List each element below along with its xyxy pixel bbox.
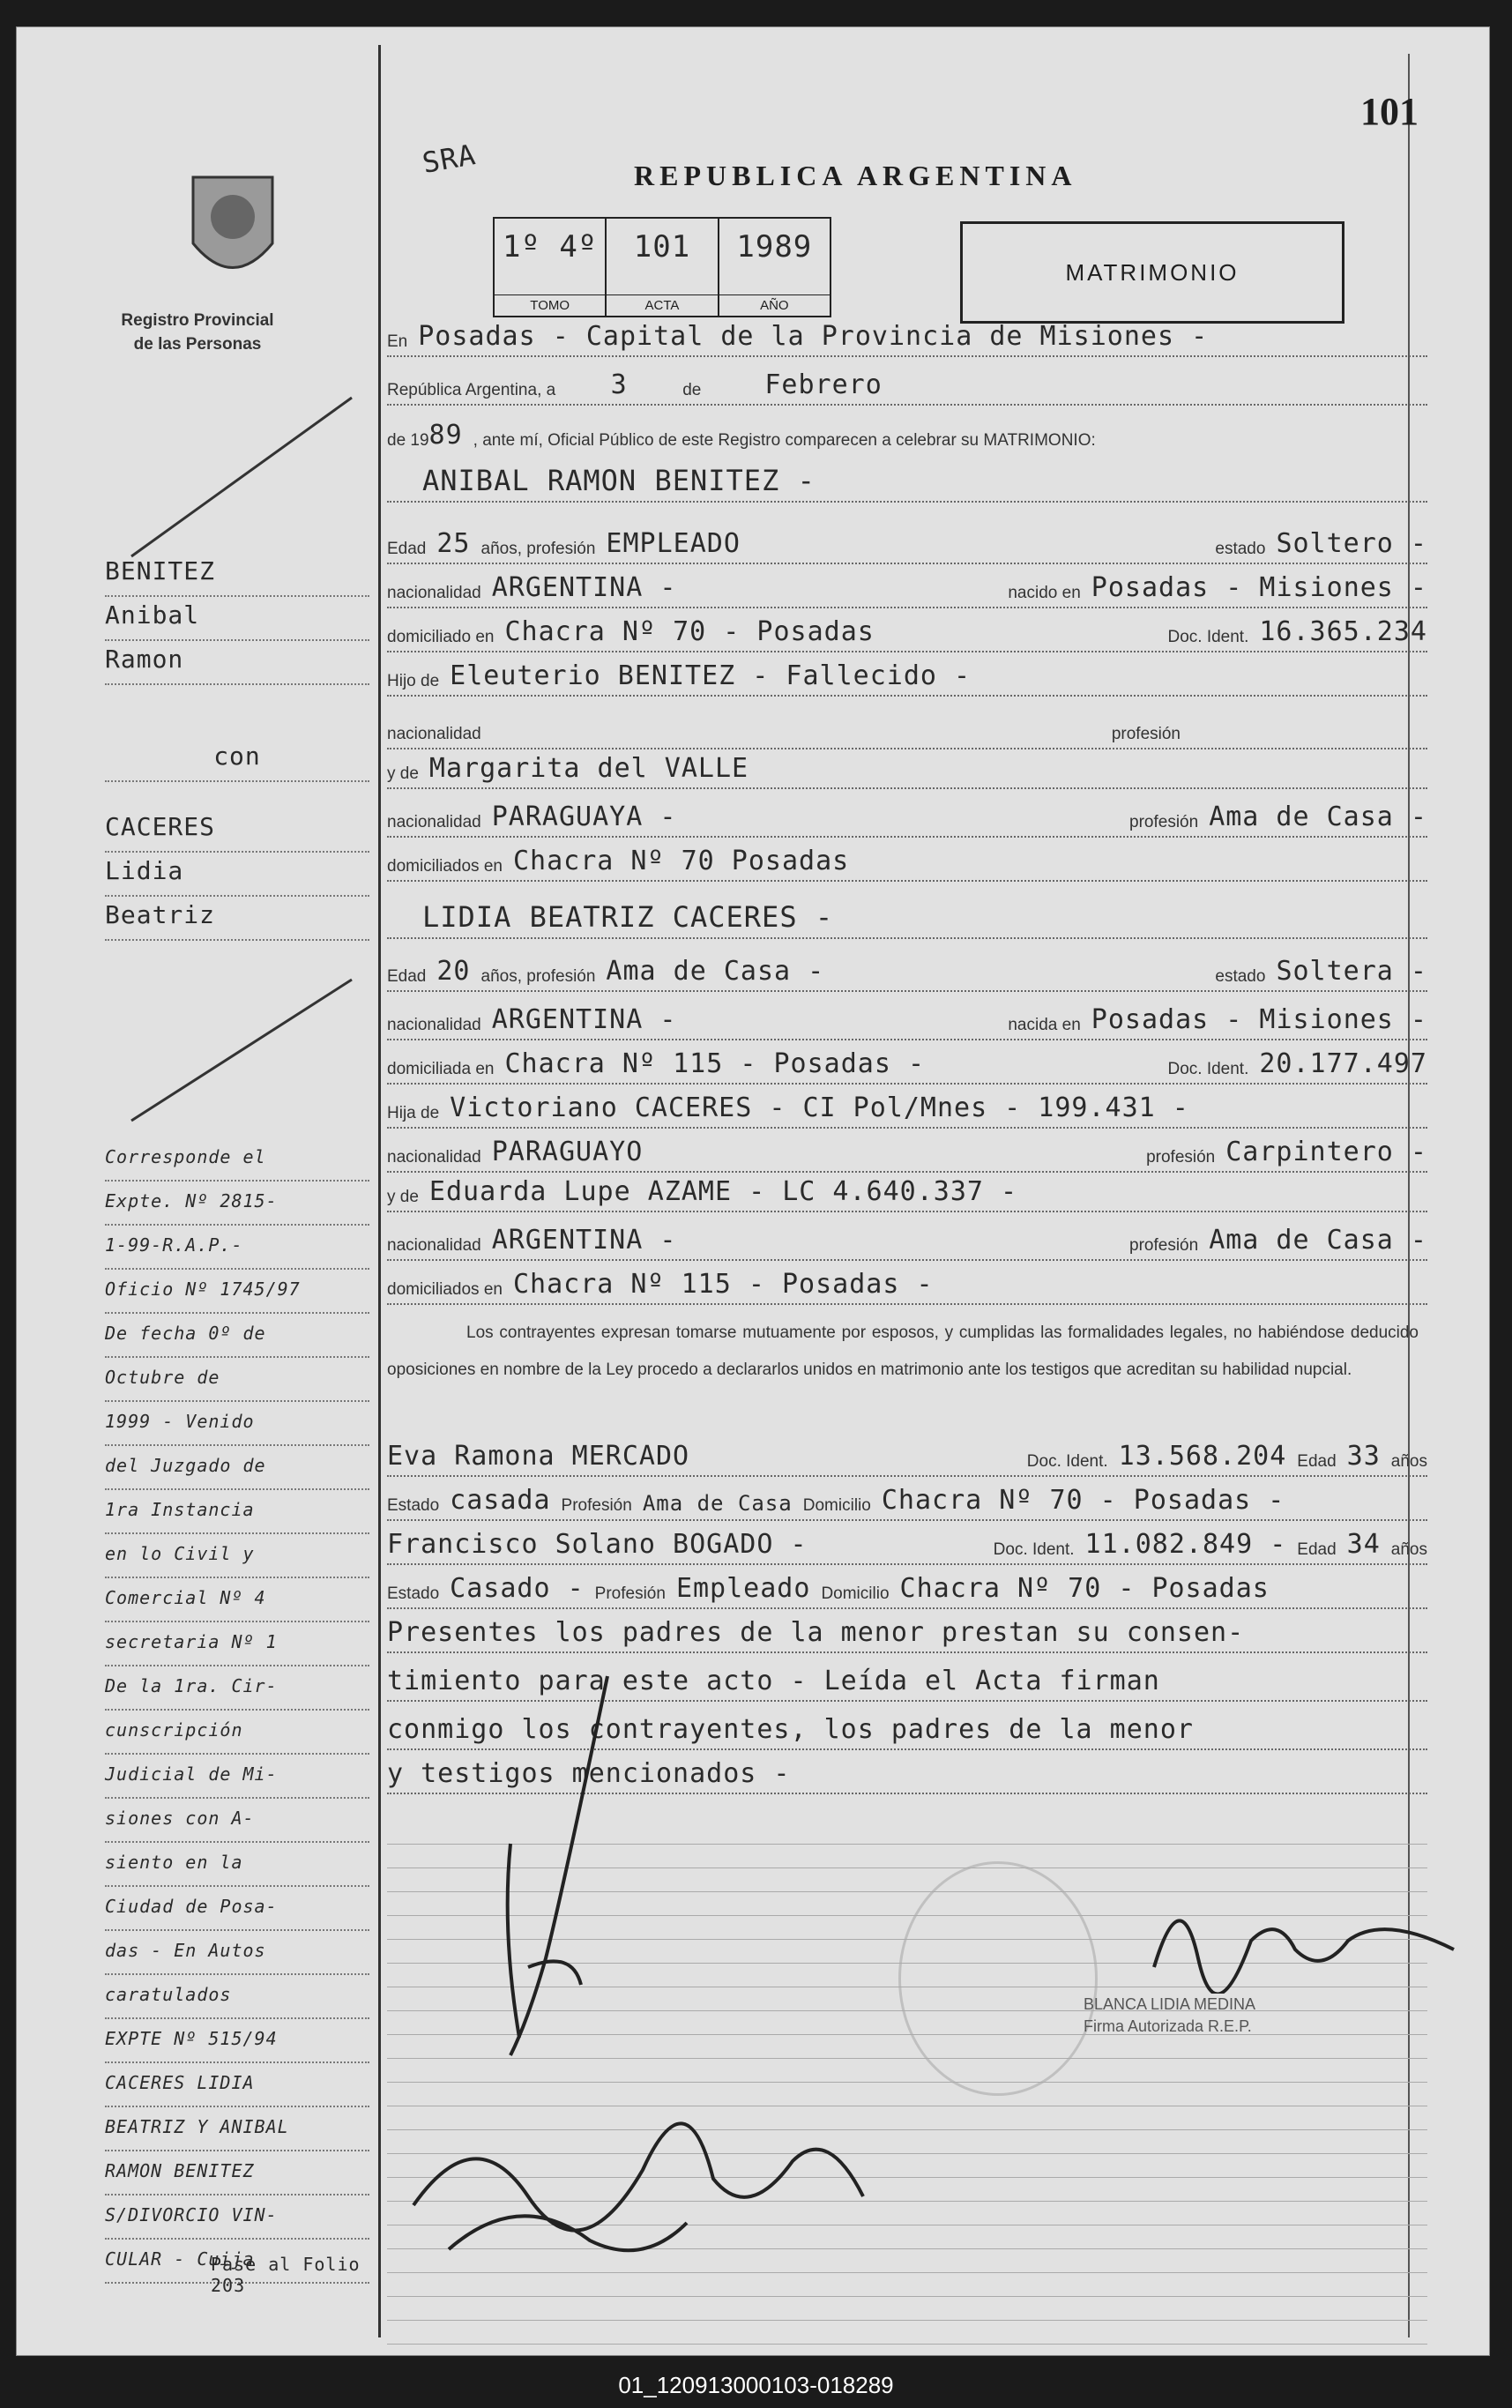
- form-line: [387, 1002, 1427, 1040]
- page-number: 101: [1360, 90, 1419, 133]
- page-title: REPUBLICA ARGENTINA: [634, 160, 1077, 191]
- margin-name: Anibal: [105, 600, 369, 641]
- margin-note-line: CULAR - Cuija: [105, 2236, 369, 2284]
- field-label: En: [387, 332, 408, 351]
- field-value: ARGENTINA -: [491, 572, 677, 603]
- field-label: nacionalidad: [387, 813, 481, 831]
- field-label: domiciliados en: [387, 1280, 503, 1299]
- field-value: Carpintero -: [1225, 1137, 1427, 1167]
- field-value: 13.568.204: [1118, 1441, 1287, 1472]
- field-label: Profesión: [594, 1584, 666, 1603]
- field-value: 34: [1346, 1529, 1381, 1560]
- handwritten-note-line: y testigos mencionados -: [387, 1758, 791, 1789]
- field-label: Doc. Ident.: [1167, 628, 1249, 646]
- groom-name: ANIBAL RAMON BENITEZ -: [422, 464, 816, 497]
- strike-line-icon: [123, 389, 361, 565]
- field-value: ARGENTINA -: [491, 1004, 677, 1035]
- form-line: [387, 1526, 1427, 1565]
- margin-note-line: caratulados: [105, 1972, 369, 2019]
- ano-cell: 1989 AÑO: [719, 219, 830, 316]
- margin-name: Lidia: [105, 856, 369, 897]
- margin-note-line: das - En Autos: [105, 1927, 369, 1975]
- field-label: profesión: [1146, 1148, 1216, 1167]
- witness2-name: Francisco Solano BOGADO -: [387, 1529, 808, 1560]
- field-label: Edad: [387, 540, 427, 558]
- margin-note-line: S/DIVORCIO VIN-: [105, 2192, 369, 2240]
- handwritten-note-line: timiento para este acto - Leída el Acta firman: [387, 1666, 1160, 1696]
- field-label: profesión: [1111, 725, 1181, 743]
- field-label: , ante mí, Oficial Público de este Registro comparecen a celebrar su MATRIMONIO:: [473, 431, 1096, 450]
- form-line: [387, 953, 1427, 992]
- strike-line-icon: [123, 971, 361, 1129]
- field-value: 20: [436, 956, 471, 987]
- ruled-line: [387, 2344, 1427, 2345]
- field-value: PARAGUAYA -: [491, 801, 677, 832]
- field-value: Empleado: [675, 1573, 811, 1604]
- field-value: 33: [1346, 1441, 1381, 1472]
- field-label: nacionalidad: [387, 1236, 481, 1255]
- field-value: Chacra Nº 70 Posadas: [512, 846, 850, 876]
- margin-note-line: De la 1ra. Cir-: [105, 1663, 369, 1711]
- margin-note-line: EXPTE Nº 515/94: [105, 2016, 369, 2063]
- left-margin-column: [17, 27, 378, 2355]
- form-line: [387, 570, 1427, 608]
- book-reference-box: [493, 217, 831, 317]
- handwritten-mark: SRA: [420, 138, 479, 180]
- form-line: [387, 1570, 1427, 1609]
- field-label: años, profesión: [480, 967, 596, 986]
- form-line: [387, 318, 1427, 357]
- field-value: ARGENTINA -: [491, 1225, 677, 1256]
- form-line: [387, 1614, 1427, 1653]
- margin-note-line: Expte. Nº 2815-: [105, 1178, 369, 1226]
- field-value: Margarita del VALLE: [428, 753, 749, 784]
- field-label: Domicilio: [802, 1496, 871, 1515]
- column-divider: [378, 45, 381, 2337]
- field-value: Casado -: [450, 1573, 585, 1604]
- margin-note-line: BEATRIZ Y ANIBAL: [105, 2104, 369, 2151]
- field-label: Estado: [387, 1584, 440, 1603]
- form-line: [387, 415, 1427, 454]
- form-line: [387, 614, 1427, 652]
- handwritten-note-line: Presentes los padres de la menor prestan su consen-: [387, 1617, 1245, 1648]
- field-value: Eleuterio BENITEZ - Fallecido -: [450, 660, 972, 691]
- field-label: de: [682, 381, 702, 399]
- field-value: Chacra Nº 70 - Posadas: [899, 1573, 1270, 1604]
- tomo-cell: 1º 4º TOMO: [495, 219, 607, 316]
- document-id: 01_120913000103-018289: [618, 2372, 894, 2398]
- field-label: nacida en: [1008, 1016, 1081, 1034]
- form-line: [387, 526, 1427, 564]
- margin-note-line: RAMON BENITEZ: [105, 2148, 369, 2196]
- margin-note-line: Ciudad de Posa-: [105, 1883, 369, 1931]
- official-seal-icon: [898, 1861, 1098, 2096]
- form-line: [387, 750, 1427, 789]
- field-label: domiciliada en: [387, 1060, 495, 1078]
- field-label: Hija de: [387, 1104, 440, 1122]
- field-value: Victoriano CACERES - CI Pol/Mnes - 199.431 -: [450, 1092, 1189, 1123]
- margin-note-line: 1999 - Venido: [105, 1398, 369, 1446]
- field-label: nacionalidad: [387, 725, 481, 743]
- margin-note-line: De fecha 0º de: [105, 1310, 369, 1358]
- field-value: Chacra Nº 115 - Posadas -: [512, 1269, 934, 1300]
- field-label: nacionalidad: [387, 584, 481, 602]
- field-value: PARAGUAYO: [491, 1137, 644, 1167]
- bride-name: LIDIA BEATRIZ CACERES -: [422, 900, 834, 934]
- form-line: [387, 1134, 1427, 1173]
- field-label: Hijo de: [387, 672, 440, 690]
- ruled-line: [387, 2296, 1427, 2297]
- field-label: Estado: [387, 1496, 440, 1515]
- margin-note-line: 1-99-R.A.P.-: [105, 1222, 369, 1270]
- form-line: [387, 1222, 1427, 1261]
- field-value: 25: [436, 528, 471, 559]
- field-label: nacionalidad: [387, 1016, 481, 1034]
- field-value: 11.082.849 -: [1084, 1529, 1287, 1560]
- field-value: Ama de Casa -: [1209, 801, 1427, 832]
- field-label: Profesión: [561, 1496, 632, 1515]
- declaration-text: Los contrayentes expresan tomarse mutuamente por esposos, y cumplidas las formalidades legales, no habiéndose deducido oposiciones en nombre de la Ley procedo a declararlos unidos en matrimonio ante los testigos que acreditan su habilidad nupcial.: [387, 1323, 1419, 1379]
- field-label: Doc. Ident.: [993, 1540, 1075, 1559]
- field-label: años: [1390, 1452, 1427, 1471]
- handwritten-note-line: conmigo los contrayentes, los padres de la menor: [387, 1714, 1194, 1745]
- margin-name: con: [105, 742, 369, 782]
- margin-note-line: siones con A-: [105, 1795, 369, 1843]
- year: 89: [428, 420, 463, 451]
- field-label: República Argentina, a: [387, 381, 556, 399]
- form-line: [387, 1482, 1427, 1521]
- form-line: [387, 799, 1427, 838]
- margin-pase: Pase al Folio 203: [211, 2254, 361, 2296]
- acta-cell: 101 ACTA: [607, 219, 719, 316]
- field-value: 20.177.497: [1259, 1048, 1427, 1079]
- margin-note-line: en lo Civil y: [105, 1531, 369, 1578]
- signature-icon: [396, 2046, 890, 2285]
- field-value: Soltera -: [1276, 956, 1427, 987]
- field-value: 16.365.234: [1259, 616, 1427, 647]
- margin-note-line: secretaria Nº 1: [105, 1619, 369, 1666]
- form-line: [387, 843, 1427, 882]
- form-line: [387, 464, 1427, 503]
- field-label: nacionalidad: [387, 1148, 481, 1167]
- margin-note-line: del Juzgado de: [105, 1443, 369, 1490]
- margin-note-line: Oficio Nº 1745/97: [105, 1266, 369, 1314]
- field-label: de 19: [387, 431, 429, 450]
- day: 3: [610, 369, 628, 400]
- field-value: Ama de Casa -: [1209, 1225, 1427, 1256]
- field-label: profesión: [1129, 1236, 1199, 1255]
- form-line: [387, 1090, 1427, 1129]
- field-label: Edad: [1297, 1452, 1337, 1471]
- field-value: EMPLEADO: [606, 528, 741, 559]
- field-label: domiciliado en: [387, 628, 495, 646]
- ruled-line: [387, 2320, 1427, 2321]
- margin-note-line: cunscripción: [105, 1707, 369, 1755]
- margin-name: BENITEZ: [105, 556, 369, 597]
- field-label: estado: [1215, 967, 1266, 986]
- official-signature-icon: [1145, 1861, 1463, 1994]
- form-line: [387, 658, 1427, 697]
- field-label: Domicilio: [821, 1584, 890, 1603]
- field-label: años, profesión: [480, 540, 596, 558]
- form-line: [387, 1266, 1427, 1305]
- field-value: Ama de Casa: [642, 1491, 793, 1516]
- form-line: [387, 711, 1427, 749]
- margin-name: Beatriz: [105, 900, 369, 941]
- official-stamp: BLANCA LIDIA MEDINA Firma Autorizada R.E.P.: [1084, 1995, 1256, 2036]
- form-line: [387, 900, 1427, 939]
- form-line: [387, 1438, 1427, 1477]
- witness1-name: Eva Ramona MERCADO: [387, 1441, 690, 1472]
- field-value: Ama de Casa -: [606, 956, 825, 987]
- field-label: Edad: [1297, 1540, 1337, 1559]
- field-label: domiciliados en: [387, 857, 503, 876]
- record-page: [16, 26, 1490, 2356]
- field-value: Eduarda Lupe AZAME - LC 4.640.337 -: [428, 1176, 1018, 1207]
- place: Posadas - Capital de la Provincia de Misiones -: [418, 321, 1209, 352]
- field-label: estado: [1215, 540, 1266, 558]
- form-line: [387, 1174, 1427, 1212]
- month: Febrero: [764, 369, 883, 400]
- margin-note-line: Comercial Nº 4: [105, 1575, 369, 1622]
- field-value: Posadas - Misiones -: [1091, 1004, 1427, 1035]
- field-label: Doc. Ident.: [1167, 1060, 1249, 1078]
- field-label: y de: [387, 1188, 419, 1206]
- field-value: Soltero -: [1276, 528, 1427, 559]
- margin-name: CACERES: [105, 812, 369, 853]
- field-value: Chacra Nº 70 - Posadas: [504, 616, 875, 647]
- margin-note-line: 1ra Instancia: [105, 1487, 369, 1534]
- provincial-seal-icon: [184, 168, 281, 292]
- field-value: Chacra Nº 70 - Posadas -: [881, 1485, 1285, 1516]
- field-value: Posadas - Misiones -: [1091, 572, 1427, 603]
- registry-name: Registro Provincial de las Personas: [121, 311, 274, 354]
- form-line: [387, 367, 1427, 406]
- field-label: y de: [387, 764, 419, 783]
- signature-icon: [475, 1667, 652, 2108]
- field-value: Chacra Nº 115 - Posadas -: [504, 1048, 926, 1079]
- record-type-box: MATRIMONIO: [960, 221, 1344, 324]
- margin-note-line: Octubre de: [105, 1354, 369, 1402]
- field-label: Doc. Ident.: [1026, 1452, 1108, 1471]
- field-value: casada: [450, 1485, 551, 1516]
- margin-name: Ramon: [105, 645, 369, 685]
- margin-note-line: Corresponde el: [105, 1134, 369, 1182]
- field-label: Edad: [387, 967, 427, 986]
- margin-note-line: siento en la: [105, 1839, 369, 1887]
- form-line: [387, 1046, 1427, 1085]
- field-label: años: [1390, 1540, 1427, 1559]
- margin-note-line: CACERES LIDIA: [105, 2060, 369, 2107]
- field-label: nacido en: [1008, 584, 1081, 602]
- margin-note-line: Judicial de Mi-: [105, 1751, 369, 1799]
- field-label: profesión: [1129, 813, 1199, 831]
